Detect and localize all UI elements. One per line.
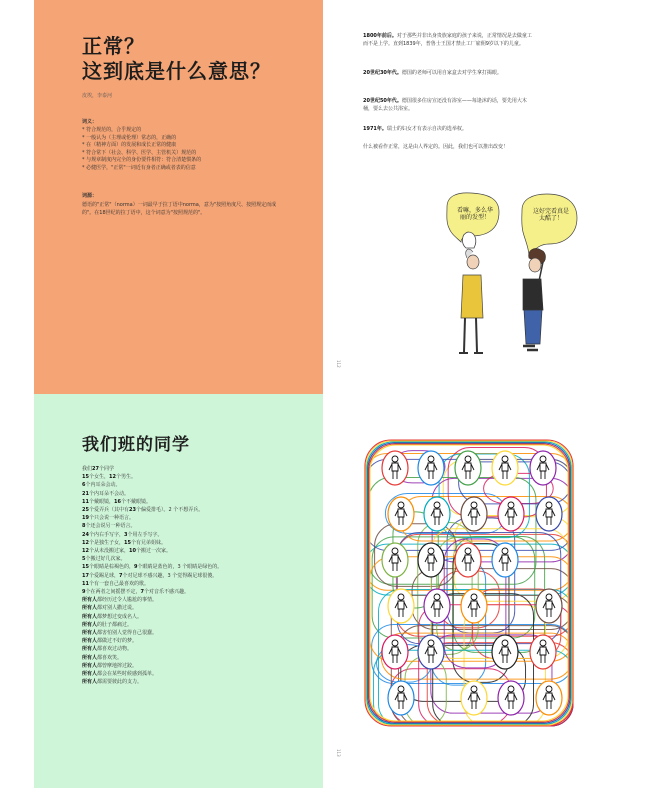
class-fact-line: 9个在两者之间摇摆不定，7个对音乐不感兴趣。: [82, 589, 189, 596]
classmate-figure: [461, 497, 487, 531]
class-fact-line: 所有人都会在某些时候感到孤单。: [82, 671, 158, 678]
class-fact-line: 24个内右手写字，3个用左手写字。: [82, 531, 163, 538]
overlapping-groups-illustration: [323, 394, 613, 788]
class-fact-line: 11个有一套自己最喜欢的歌。: [82, 580, 149, 587]
classmate-figure: [498, 497, 524, 531]
definitions-label: 词义：: [82, 119, 98, 125]
author-credit: 皮埃，李泰河: [82, 93, 113, 99]
definition-item: * 在（精神方面）的发展和成长正常的健康: [82, 142, 177, 149]
class-fact-line: 21个内耳朵不会动。: [82, 490, 129, 497]
class-fact-line: 11个戴眼镜，16个不戴眼镜。: [82, 498, 151, 505]
classmate-figure: [382, 543, 408, 577]
history-1800: 1800年前后。对于那些并非出身贵族家庭的孩子来说，正常情况是去做童工而不是上学。直到1839年，普鲁士王国才禁止工厂雇佣9岁以下的儿童。: [363, 33, 532, 47]
bubble-right-text: 这好完看真是太酷了！: [532, 208, 569, 222]
definition-item: * 与规章制度内完全的身份要件相符：符合清楚惯条的: [82, 157, 202, 164]
cartoon-illustration: [323, 0, 613, 394]
classmate-figure: [424, 497, 450, 531]
outer-loop: [370, 445, 568, 721]
classmate-figure: [418, 635, 444, 669]
class-fact-line: 所有人都梦想过变成名人。: [82, 613, 143, 620]
history-1971: 1971年。瑞士的妇女才有表示自决的选举权。: [363, 126, 467, 132]
class-fact-line: 所有人都对别人撒过谎。: [82, 605, 138, 612]
figure-right: [523, 248, 546, 350]
classmate-figure: [492, 635, 518, 669]
class-fact-line: 所有人都害怕别人觉得自己很蠢。: [82, 630, 158, 637]
title-line-2: 这到底是什么意思？: [82, 59, 271, 83]
classmate-figure: [455, 543, 481, 577]
class-fact-line: 8个还会说另一种语言。: [82, 523, 136, 530]
classmate-figure: [461, 681, 487, 715]
bubble-left-text: 看嘛，多么华丽的发型！: [457, 207, 494, 221]
class-fact-line: 所有人都喜欢笑。: [82, 654, 123, 661]
classmate-figure: [382, 635, 408, 669]
definition-item: * 必健医学，"正常"一词近有身者正确或者表的信意: [82, 164, 196, 171]
class-fact-line: 6个内耳朵会动。: [82, 482, 121, 489]
class-fact-line: 15个女生，12个男生。: [82, 474, 136, 481]
classmate-figure: [418, 543, 444, 577]
classmate-figure: [424, 589, 450, 623]
class-fact-line: 所有人的肚子都痛过。: [82, 621, 133, 628]
page-title: [82, 34, 271, 84]
classmate-figure: [492, 543, 518, 577]
classmate-figure: [492, 451, 518, 485]
classmates-facts-list: [82, 465, 222, 686]
figure-left: [459, 232, 483, 353]
definition-item: * 一般认为（主理或伦理）常态的，正确的: [82, 134, 177, 141]
page-number: 112: [336, 360, 341, 368]
etymology-text: 德语的"正常"（norma）一词最早于拉丁语中norma，意为"按照角度尺、按照规定而成的"。在18世纪的拉丁语中，这个词意为"按照规范的"。: [82, 202, 277, 216]
classmate-figure: [536, 497, 562, 531]
class-fact-line: 所有人都喜欢过动物。: [82, 646, 133, 653]
classmate-figure: [388, 589, 414, 623]
class-fact-line: 所有人都曾摩地摔过跤。: [82, 662, 138, 669]
etymology-label: 词源：: [82, 193, 98, 199]
conclusion-text: 什么被看作正常，这是由人界定的。因此，我们也可以推出改变！: [363, 144, 509, 150]
class-fact-line: 所有人都经历过令人尴尬的事情。: [82, 597, 158, 604]
title-line-1: 正常？: [82, 34, 145, 58]
classmate-figure: [461, 589, 487, 623]
definition-item: * 符合规范的，合乎规定的: [82, 127, 142, 133]
history-page: [323, 0, 613, 394]
classmate-figure: [388, 681, 414, 715]
history-1950: 20世纪50年代。德国很多住房宣还没有浴室——每逢沐的话，要先用大木桶，要么去公共浴室。: [363, 98, 527, 112]
class-fact-line: 所有人都需要彼此的支力。: [82, 679, 143, 686]
classmate-figure: [498, 681, 524, 715]
classmate-figure: [536, 589, 562, 623]
definitions-list: [82, 127, 201, 173]
class-fact-line: 17个爱踢足球，7个对足球不感兴趣，3 个觉得踢足球很傻。: [82, 572, 218, 579]
outer-loop: [369, 444, 569, 722]
class-fact-line: 25个爱弄兵（其中有23个偏爱排毛）。2 个不想弄兵。: [82, 507, 204, 514]
definition-page: [34, 0, 323, 394]
class-fact-line: 所有人都做过不好的梦。: [82, 638, 138, 645]
speech-bubble-right: [522, 194, 577, 256]
classmate-figure: [382, 451, 408, 485]
page-title: 我们班的同学: [82, 435, 190, 455]
class-fact-line: 15个眼睛是棕褐色的，9个眼睛是蓝色的，3 个眼睛是绿色的。: [82, 564, 223, 571]
classmate-figure: [418, 451, 444, 485]
class-fact-line: 我们27个同学: [82, 466, 114, 472]
classmate-figure: [455, 451, 481, 485]
classmate-figure: [388, 497, 414, 531]
classmate-figure: [530, 635, 556, 669]
definition-item: * 符合常下（社会、科学、医学、主管机关）规范的: [82, 149, 197, 156]
classmates-page: [34, 394, 323, 788]
class-fact-line: 19个只会说一种语言。: [82, 515, 134, 522]
classmate-figure: [536, 681, 562, 715]
page-number: 113: [336, 749, 341, 757]
history-1930: 20世纪30年代。德国的老师可以用自家盒去对学生拿打揭眼。: [363, 70, 502, 76]
class-fact-line: 5个搬过好几次家。: [82, 556, 126, 563]
classmate-figure: [530, 451, 556, 485]
class-fact-line: 12个从未没搬过家，10个搬过一次家。: [82, 548, 171, 555]
doodle-page: [323, 394, 613, 788]
class-fact-line: 12个是独生子女，15个有兄弟姐妹。: [82, 539, 166, 546]
